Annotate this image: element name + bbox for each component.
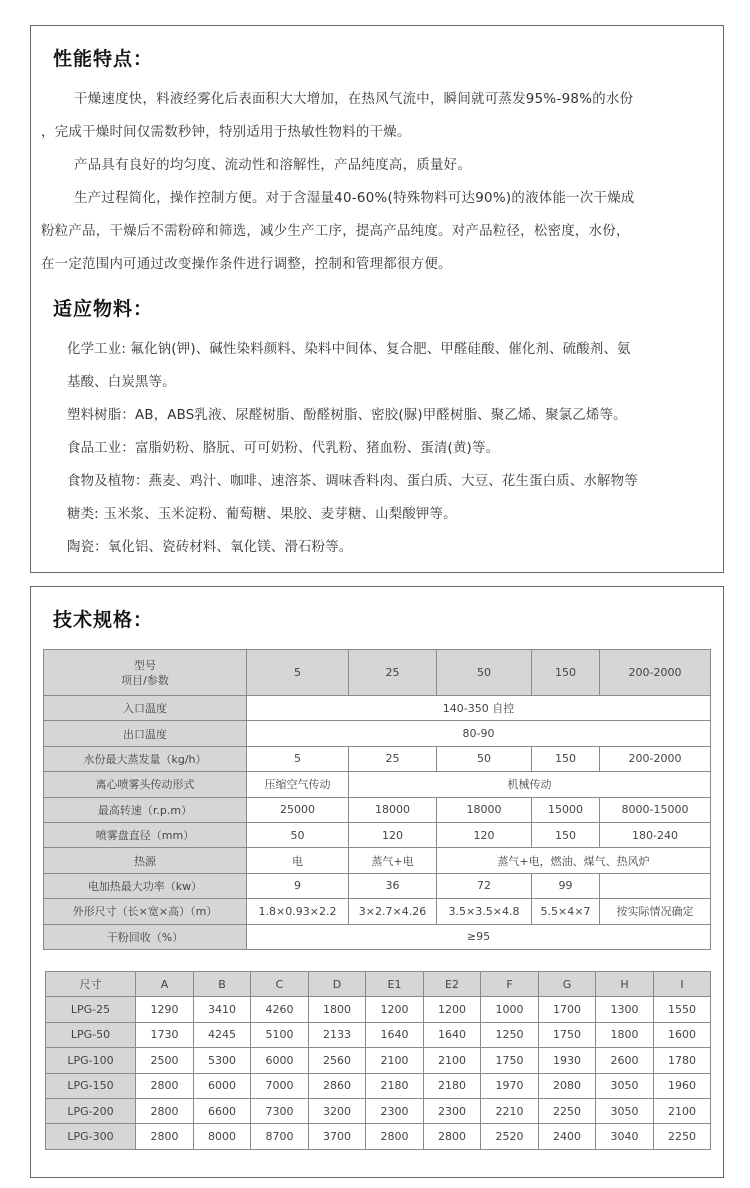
- spec-cell: 50: [247, 822, 349, 847]
- spec-row-size: [44, 899, 711, 924]
- features-heading: 性能特点：: [53, 48, 154, 70]
- materials-line-food: 食品工业：富脂奶粉、胳朊、可可奶粉、代乳粉、猪血粉、蛋清(黄)等。: [67, 441, 500, 456]
- spec-cell: 8000-15000: [600, 797, 711, 822]
- spec-cell: [600, 873, 711, 898]
- dimension-cell: 4245: [194, 1022, 251, 1047]
- dimension-header-cell: F: [481, 972, 539, 997]
- dimension-cell: 1300: [596, 997, 654, 1022]
- dimension-cell: 2800: [136, 1124, 194, 1149]
- dimension-cell: 6600: [194, 1098, 251, 1123]
- dimension-cell: 2860: [309, 1073, 366, 1098]
- spec-model-cell: 200-2000: [600, 650, 711, 696]
- dimension-cell: 2600: [596, 1048, 654, 1073]
- dimension-cell: 1800: [309, 997, 366, 1022]
- dimension-header-cell: E1: [366, 972, 424, 997]
- spec-cell: 18000: [437, 797, 532, 822]
- dimension-cell: 1970: [481, 1073, 539, 1098]
- spec-model-cell: 25: [349, 650, 437, 696]
- spec-header-row: [44, 650, 711, 696]
- spec-row-inlet: [44, 696, 711, 721]
- dimension-cell: 2180: [366, 1073, 424, 1098]
- dimension-cell: 3410: [194, 997, 251, 1022]
- dimension-cell: 1960: [654, 1073, 711, 1098]
- spec-cell: 150: [532, 822, 600, 847]
- dimension-cell: 6000: [194, 1073, 251, 1098]
- dimension-row: [46, 1073, 711, 1098]
- spec-cell: 50: [437, 746, 532, 771]
- dimension-cell: 2250: [654, 1124, 711, 1149]
- spec-row-label: 水份最大蒸发量（kg/h）: [44, 746, 247, 771]
- spec-cell: 9: [247, 873, 349, 898]
- dimension-cell: 2180: [424, 1073, 481, 1098]
- spec-cell: 150: [532, 746, 600, 771]
- features-para3-line2: 粉粒产品，干燥后不需粉碎和筛选，减少生产工序，提高产品纯度。对产品粒径，松密度，水份，: [41, 224, 630, 239]
- dimension-cell: 2800: [136, 1098, 194, 1123]
- dimension-cell: 1200: [424, 997, 481, 1022]
- dimension-cell: 1550: [654, 997, 711, 1022]
- features-para2: 产品具有良好的均匀度、流动性和溶解性，产品纯度高，质量好。: [74, 158, 472, 173]
- spec-cell: 18000: [349, 797, 437, 822]
- materials-line-chem: 化学工业: 氟化钠(钾)、碱性染料颜料、染料中间体、复合肥、甲醛硅酸、催化剂、硫酸剂、氨: [67, 342, 631, 357]
- spec-cell: 72: [437, 873, 532, 898]
- dimension-header-cell: B: [194, 972, 251, 997]
- spec-row-evaporation: [44, 746, 711, 771]
- materials-line-ceramics: 陶瓷：氧化铝、瓷砖材料、氧化镁、滑石粉等。: [67, 540, 353, 555]
- spec-cell: 压缩空气传动: [247, 772, 349, 797]
- dimension-cell: 1930: [539, 1048, 596, 1073]
- dimension-cell: 1700: [539, 997, 596, 1022]
- dimension-row: [46, 1048, 711, 1073]
- spec-cell: 120: [349, 822, 437, 847]
- dimension-cell: 2100: [366, 1048, 424, 1073]
- spec-cell: ≥95: [247, 924, 711, 949]
- spec-cell: 25000: [247, 797, 349, 822]
- spec-cell: 1.8×0.93×2.2: [247, 899, 349, 924]
- dimension-cell: 2800: [136, 1073, 194, 1098]
- spec-cell: 电: [247, 848, 349, 873]
- materials-line-plastics: 塑料树脂：AB，ABS乳液、尿醛树脂、酚醛树脂、密胶(脲)甲醛树脂、聚乙烯、聚氯乙烯等。: [67, 408, 627, 423]
- spec-row-label: 热源: [44, 848, 247, 873]
- spec-cell: 蒸气+电，燃油、煤气、热风炉: [437, 848, 711, 873]
- dimension-model-cell: LPG-200: [46, 1098, 136, 1123]
- spec-row-label: 离心喷雾头传动形式: [44, 772, 247, 797]
- spec-table: [43, 649, 711, 950]
- dimension-cell: 3050: [596, 1073, 654, 1098]
- spec-cell: 80-90: [247, 721, 711, 746]
- spec-header-model: 型号: [134, 658, 156, 672]
- materials-line-chem-cont: 基酸、白炭黑等。: [67, 375, 176, 390]
- spec-row-label: 入口温度: [44, 696, 247, 721]
- dimension-cell: 1640: [424, 1022, 481, 1047]
- dimension-cell: 1750: [539, 1022, 596, 1047]
- specs-heading: 技术规格：: [53, 609, 154, 631]
- materials-line-sugar: 糖类: 玉米浆、玉米淀粉、葡萄糖、果胶、麦芽糖、山梨酸钾等。: [67, 507, 457, 522]
- spec-row-speed: [44, 797, 711, 822]
- spec-cell: 120: [437, 822, 532, 847]
- spec-cell: 180-240: [600, 822, 711, 847]
- dimension-cell: 5300: [194, 1048, 251, 1073]
- dimension-cell: 1780: [654, 1048, 711, 1073]
- dimension-cell: 1290: [136, 997, 194, 1022]
- dimension-row: [46, 1124, 711, 1149]
- dimension-cell: 2300: [424, 1098, 481, 1123]
- spec-row-drive: [44, 772, 711, 797]
- dimension-header-cell: E2: [424, 972, 481, 997]
- dimension-table: [45, 971, 711, 1150]
- dimension-header-cell: A: [136, 972, 194, 997]
- dimension-cell: 2100: [654, 1098, 711, 1123]
- dimension-cell: 1200: [366, 997, 424, 1022]
- dimension-model-cell: LPG-25: [46, 997, 136, 1022]
- dimension-cell: 7300: [251, 1098, 309, 1123]
- spec-model-cell: 5: [247, 650, 349, 696]
- spec-header-param: 项目/参数: [121, 673, 169, 687]
- dimension-row: [46, 1022, 711, 1047]
- spec-row-label: 出口温度: [44, 721, 247, 746]
- spec-row-label: 干粉回收（%）: [44, 924, 247, 949]
- materials-heading: 适应物料：: [53, 298, 154, 320]
- dimension-cell: 2800: [366, 1124, 424, 1149]
- spec-cell: 蒸气+电: [349, 848, 437, 873]
- dimension-cell: 2400: [539, 1124, 596, 1149]
- dimension-cell: 3200: [309, 1098, 366, 1123]
- dimension-cell: 7000: [251, 1073, 309, 1098]
- spec-header-cell: [44, 650, 247, 696]
- dimension-cell: 1250: [481, 1022, 539, 1047]
- spec-cell: 3.5×3.5×4.8: [437, 899, 532, 924]
- dimension-header-cell: G: [539, 972, 596, 997]
- spec-row-disc: [44, 822, 711, 847]
- dimension-row: [46, 1098, 711, 1123]
- dimension-model-cell: LPG-100: [46, 1048, 136, 1073]
- features-para1-line1: 干燥速度快，料液经雾化后表面积大大增加，在热风气流中，瞬间就可蒸发95%-98%的水份: [74, 92, 634, 107]
- dimension-header-cell: C: [251, 972, 309, 997]
- dimension-cell: 1730: [136, 1022, 194, 1047]
- dimension-cell: 1750: [481, 1048, 539, 1073]
- spec-model-cell: 150: [532, 650, 600, 696]
- dimension-cell: 2560: [309, 1048, 366, 1073]
- spec-cell: 按实际情况确定: [600, 899, 711, 924]
- dimension-cell: 5100: [251, 1022, 309, 1047]
- dimension-cell: 2800: [424, 1124, 481, 1149]
- dimension-cell: 1600: [654, 1022, 711, 1047]
- dimension-cell: 3040: [596, 1124, 654, 1149]
- dimension-header-cell: 尺寸: [46, 972, 136, 997]
- dimension-cell: 2210: [481, 1098, 539, 1123]
- dimension-cell: 1640: [366, 1022, 424, 1047]
- specs-panel: [30, 586, 724, 1178]
- features-para3-line3: 在一定范围内可通过改变操作条件进行调整，控制和管理都很方便。: [41, 257, 452, 272]
- spec-row-heat: [44, 848, 711, 873]
- dimension-header-cell: D: [309, 972, 366, 997]
- spec-cell: 25: [349, 746, 437, 771]
- dimension-model-cell: LPG-150: [46, 1073, 136, 1098]
- spec-row-label: 喷雾盘直径（mm）: [44, 822, 247, 847]
- features-para1-line2: ，完成干燥时间仅需数秒钟，特别适用于热敏性物料的干燥。: [41, 125, 411, 140]
- spec-cell: 3×2.7×4.26: [349, 899, 437, 924]
- dimension-cell: 2133: [309, 1022, 366, 1047]
- spec-row-recovery: [44, 924, 711, 949]
- dimension-cell: 1800: [596, 1022, 654, 1047]
- spec-row-outlet: [44, 721, 711, 746]
- dimension-cell: 8700: [251, 1124, 309, 1149]
- spec-cell: 5: [247, 746, 349, 771]
- dimension-cell: 2500: [136, 1048, 194, 1073]
- spec-cell: 99: [532, 873, 600, 898]
- dimension-row: [46, 997, 711, 1022]
- dimension-cell: 1000: [481, 997, 539, 1022]
- materials-line-plants: 食物及植物：燕麦、鸡汁、咖啡、速溶茶、调味香料肉、蛋白质、大豆、花生蛋白质、水解物等: [67, 474, 638, 489]
- spec-cell: 200-2000: [600, 746, 711, 771]
- dimension-cell: 4260: [251, 997, 309, 1022]
- spec-cell: 140-350 自控: [247, 696, 711, 721]
- spec-cell: 5.5×4×7: [532, 899, 600, 924]
- spec-row-label: 电加热最大功率（kw）: [44, 873, 247, 898]
- spec-cell: 15000: [532, 797, 600, 822]
- dimension-cell: 2100: [424, 1048, 481, 1073]
- spec-row-power: [44, 873, 711, 898]
- spec-row-label: 外形尺寸（长×宽×高）（m）: [44, 899, 247, 924]
- dimension-header-row: [46, 972, 711, 997]
- dimension-header-cell: H: [596, 972, 654, 997]
- features-panel: [30, 25, 724, 573]
- spec-cell: 36: [349, 873, 437, 898]
- spec-cell: 机械传动: [349, 772, 711, 797]
- spec-row-label: 最高转速（r.p.m）: [44, 797, 247, 822]
- features-para3-line1: 生产过程简化，操作控制方便。对于含湿量40-60%(特殊物料可达90%)的液体能一次干燥成: [74, 191, 635, 206]
- dimension-cell: 3050: [596, 1098, 654, 1123]
- dimension-header-cell: I: [654, 972, 711, 997]
- dimension-cell: 2250: [539, 1098, 596, 1123]
- dimension-cell: 3700: [309, 1124, 366, 1149]
- dimension-model-cell: LPG-300: [46, 1124, 136, 1149]
- spec-model-cell: 50: [437, 650, 532, 696]
- dimension-cell: 2520: [481, 1124, 539, 1149]
- dimension-model-cell: LPG-50: [46, 1022, 136, 1047]
- dimension-cell: 6000: [251, 1048, 309, 1073]
- dimension-cell: 8000: [194, 1124, 251, 1149]
- dimension-cell: 2080: [539, 1073, 596, 1098]
- dimension-cell: 2300: [366, 1098, 424, 1123]
